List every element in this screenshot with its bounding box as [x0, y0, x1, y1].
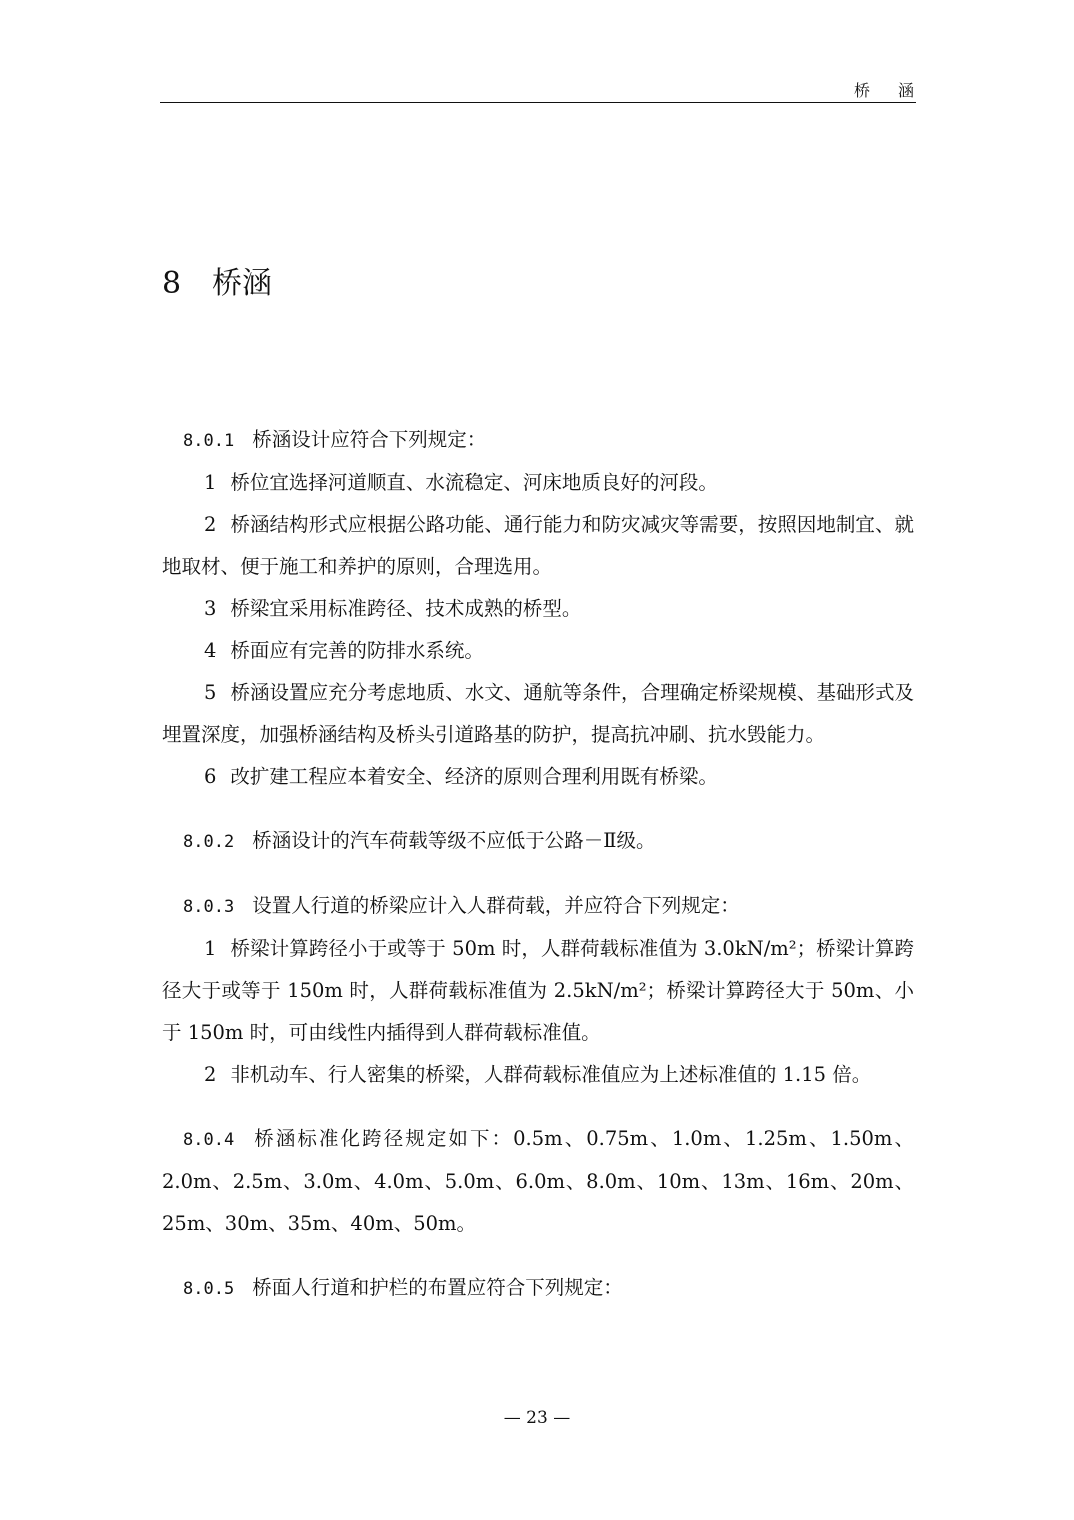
item-number: 5: [204, 681, 217, 704]
chapter-number: 8: [162, 266, 182, 301]
item-number: 3: [204, 597, 217, 620]
clause-number: 8.0.1: [183, 431, 235, 451]
clause-8-0-2: [162, 820, 914, 863]
section-gap: [162, 863, 914, 885]
clause-number: 8.0.4: [183, 1130, 235, 1150]
item-text: 非机动车、行人密集的桥梁，人群荷载标准值应为上述标准值的 1.15 倍。: [230, 1063, 872, 1086]
item-text: 改扩建工程应本着安全、经济的原则合理利用既有桥梁。: [230, 765, 718, 788]
section-gap: [162, 1096, 914, 1118]
item-text: 桥位宜选择河道顺直、水流稳定、河床地质良好的河段。: [230, 471, 718, 494]
clause-number: 8.0.5: [183, 1279, 235, 1299]
clause-number: 8.0.3: [183, 897, 235, 917]
clause-8-0-3: [162, 885, 914, 928]
clause-text: 桥涵设计的汽车荷载等级不应低于公路－Ⅱ级。: [252, 829, 656, 852]
item-number: 1: [204, 471, 217, 494]
list-item: [162, 928, 914, 1054]
item-text: 桥面应有完善的防排水系统。: [230, 639, 484, 662]
clause-text: 桥面人行道和护栏的布置应符合下列规定：: [252, 1276, 623, 1299]
running-header: [160, 78, 942, 102]
clause-8-0-1: [162, 419, 914, 462]
list-item: [162, 462, 914, 504]
item-number: 1: [204, 937, 217, 960]
clause-text: 桥涵标准化跨径规定如下：0.5m、0.75m、1.0m、1.25m、1.50m、2.0m、2.5m、3.0m、4.0m、5.0m、6.0m、8.0m、10m、13m、16m、20m、25m、30m、35m、40m、50m。: [162, 1127, 914, 1235]
list-item: [162, 1054, 914, 1096]
clause-8-0-4: [162, 1118, 914, 1245]
item-number: 2: [204, 513, 217, 536]
page-number: — 23 —: [503, 1408, 571, 1428]
list-item: [162, 672, 914, 756]
item-text: 桥梁计算跨径小于或等于 50m 时，人群荷载标准值为 3.0kN/m²；桥梁计算跨径大于或等于 150m 时，人群荷载标准值为 2.5kN/m²；桥梁计算跨径大于 50m、小于 150m 时，可由线性内插得到人群荷载标准值。: [162, 937, 914, 1044]
clause-text: 设置人行道的桥梁应计入人群荷载，并应符合下列规定：: [252, 894, 740, 917]
item-number: 2: [204, 1063, 217, 1086]
chapter-title: [162, 258, 272, 302]
list-item: [162, 504, 914, 588]
header-rule: [160, 102, 916, 103]
running-header-title: 桥涵: [853, 81, 942, 100]
clause-text: 桥涵设计应符合下列规定：: [252, 428, 487, 451]
list-item: [162, 630, 914, 672]
item-text: 桥梁宜采用标准跨径、技术成熟的桥型。: [230, 597, 582, 620]
item-text: 桥涵设置应充分考虑地质、水文、通航等条件，合理确定桥梁规模、基础形式及埋置深度，加强桥涵结构及桥头引道路基的防护，提高抗冲刷、抗水毁能力。: [162, 681, 914, 746]
item-text: 桥涵结构形式应根据公路功能、通行能力和防灾减灾等需要，按照因地制宜、就地取材、便于施工和养护的原则，合理选用。: [162, 513, 914, 578]
item-number: 4: [204, 639, 217, 662]
section-gap: [162, 798, 914, 820]
document-body: [162, 419, 914, 1310]
chapter-title-text: 桥涵: [212, 266, 272, 301]
list-item: [162, 756, 914, 798]
clause-number: 8.0.2: [183, 832, 235, 852]
section-gap: [162, 1245, 914, 1267]
clause-8-0-5: [162, 1267, 914, 1310]
item-number: 6: [204, 765, 217, 788]
list-item: [162, 588, 914, 630]
